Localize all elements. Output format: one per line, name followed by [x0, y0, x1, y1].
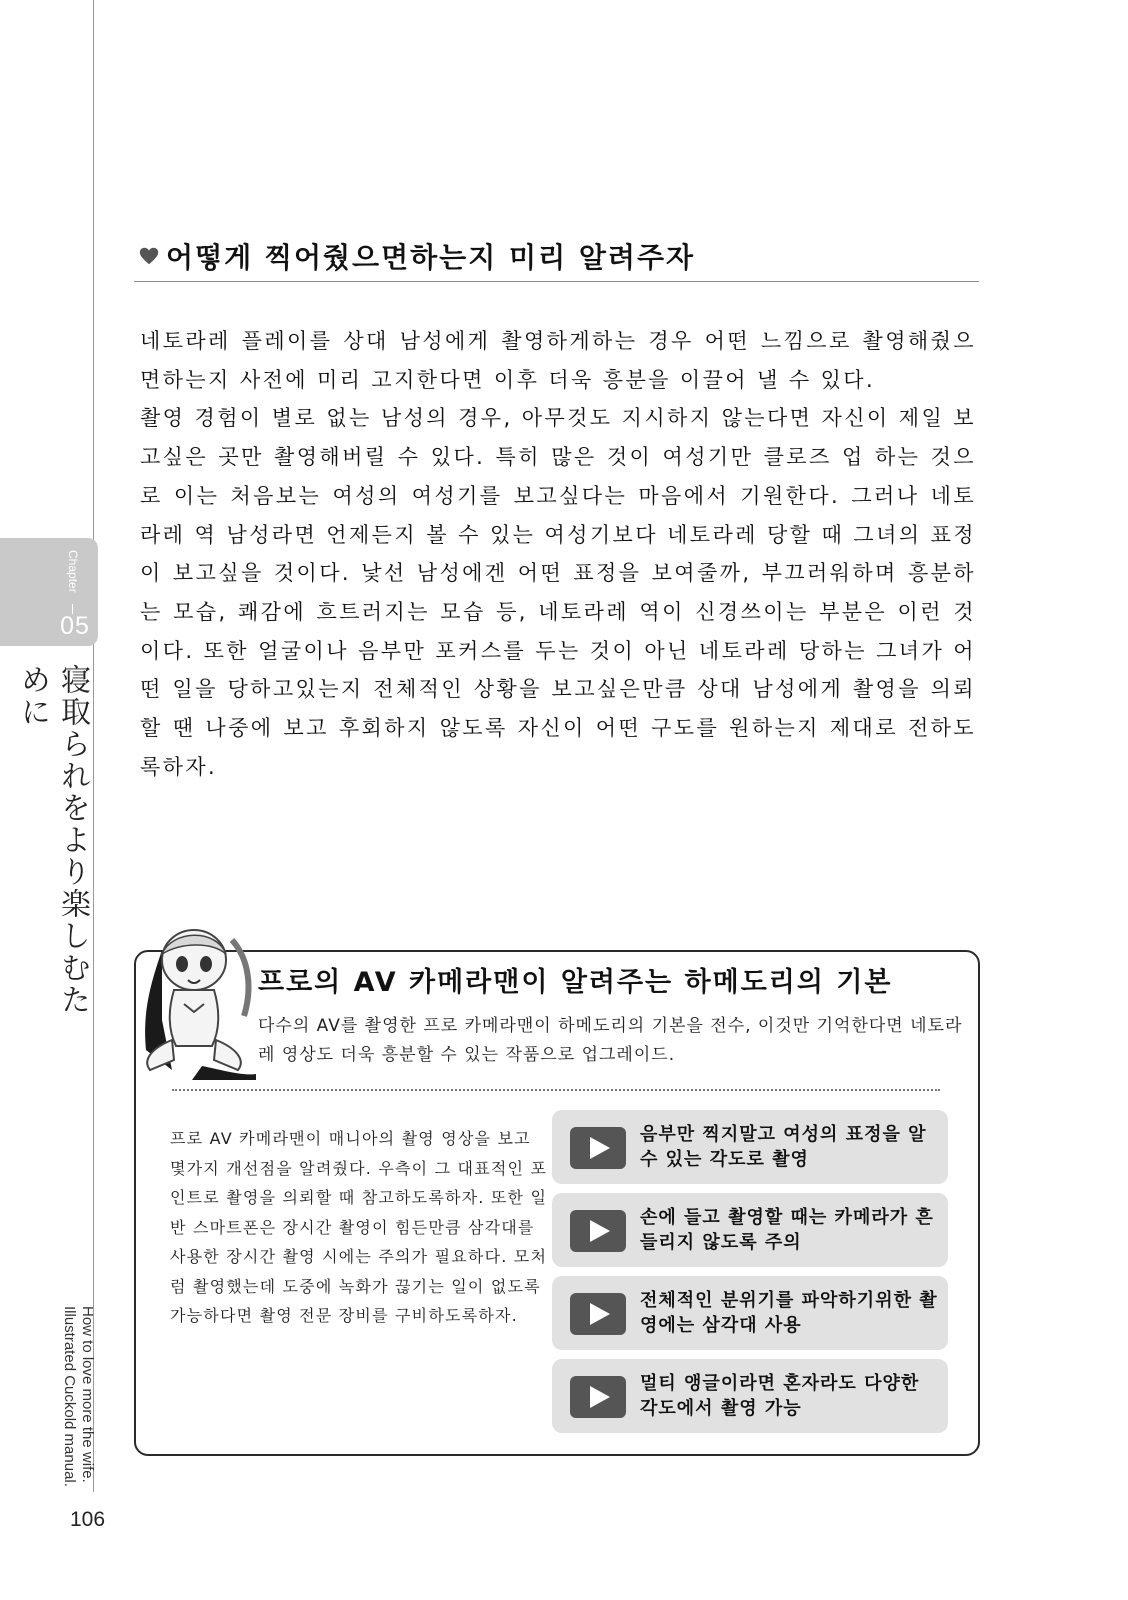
margin-rule	[93, 0, 94, 1492]
tip-text: 멀티 앵글이라면 혼자라도 다양한 각도에서 촬영 가능	[640, 1373, 920, 1419]
play-icon	[570, 1210, 626, 1252]
box-title: 프로의 AV 카메라맨이 알려주는 하메도리의 기본	[258, 967, 893, 998]
box-intro: 다수의 AV를 촬영한 프로 카메라맨이 하메도리의 기본을 전수, 이것만 기억한다면 네토라레 영상도 더욱 흥분할 수 있는 작품으로 업그레이드.	[258, 1016, 963, 1065]
chapter-label: Chapter	[66, 550, 80, 593]
body-paragraph: 촬영 경험이 별로 없는 남성의 경우, 아무것도 지시하지 않는다면 자신이 제일 보고싶은 곳만 촬영해버릴 수 있다. 특히 많은 것이 여성기만 클로즈 업 하는 것으로 이는 처음보는 여성의 여성기를 보고싶다는 마음에서 기원한다. 그러나 네토라레 역 남성라면 언제든지 볼 수 있는 여성기보다 네토라레 당할 때 그녀의 표정이 보고싶을 것이다. 낯선 남성에겐 어떤 표정을 보여줄까, 부끄러워하며 흥분하는 모습, 쾌감에 흐트러지는 모습 등, 네토라레 역이 신경쓰이는 부분은 이런 것이다. 또한 얼굴이나 음부만 포커스를 두는 것이 아닌 네토라레 당하는 그녀가 어떤 일을 당하고있는지 전체적인 상황을 보고싶은만큼 상대 남성에게 촬영을 의뢰할 땐 나중에 보고 후회하지 않도록 자신이 어떤 구도를 원하는지 제대로 전하도록하자.	[140, 406, 976, 779]
tip-item	[552, 1359, 948, 1433]
play-icon	[570, 1376, 626, 1418]
play-icon	[570, 1127, 626, 1169]
tip-item	[552, 1110, 948, 1184]
tip-item	[552, 1276, 948, 1350]
chapter-title-vertical: 寝取られをより楽しむために	[15, 664, 90, 1016]
dotted-divider	[172, 1089, 940, 1091]
play-icon	[570, 1293, 626, 1335]
tip-list	[552, 1110, 948, 1442]
heart-icon	[138, 245, 160, 267]
mascot-illustration	[132, 920, 256, 1080]
book-subtitle-vertical: How to love more the wife. Illustrated Cuckold manual.	[61, 1306, 96, 1487]
body-paragraph: 네토라레 플레이를 상대 남성에게 촬영하게하는 경우 어떤 느낌으로 촬영해줬으면하는지 사전에 미리 고지한다면 이후 더욱 흥분을 이끌어 낼 수 있다.	[140, 329, 976, 392]
body-text	[140, 322, 976, 786]
tip-text: 음부만 찍지말고 여성의 표정을 알 수 있는 각도로 촬영	[640, 1124, 927, 1170]
chapter-number: 05	[60, 612, 90, 640]
section-title: 어떻게 찍어줬으면하는지 미리 알려주자	[166, 241, 696, 274]
heading-underline	[134, 281, 979, 282]
tip-text: 전체적인 분위기를 파악하기위한 촬영에는 삼각대 사용	[640, 1290, 938, 1336]
section-heading	[138, 236, 978, 276]
tip-item	[552, 1193, 948, 1267]
page-number: 106	[70, 1508, 106, 1531]
tip-text: 손에 들고 촬영할 때는 카메라가 흔들리지 않도록 주의	[640, 1207, 934, 1253]
box-explanation: 프로 AV 카메라맨이 매니아의 촬영 영상을 보고 몇가지 개선점을 알려줬다. 우측이 그 대표적인 포인트로 촬영을 의뢰할 때 참고하도록하자. 또한 일반 스마트폰은 장시간 촬영이 힘든만큼 삼각대를 사용한 장시간 촬영 시에는 주의가 필요하다. 모처럼 촬영했는데 도중에 녹화가 끊기는 일이 없도록 가능하다면 촬영 전문 장비를 구비하도록하자.	[170, 1129, 548, 1325]
